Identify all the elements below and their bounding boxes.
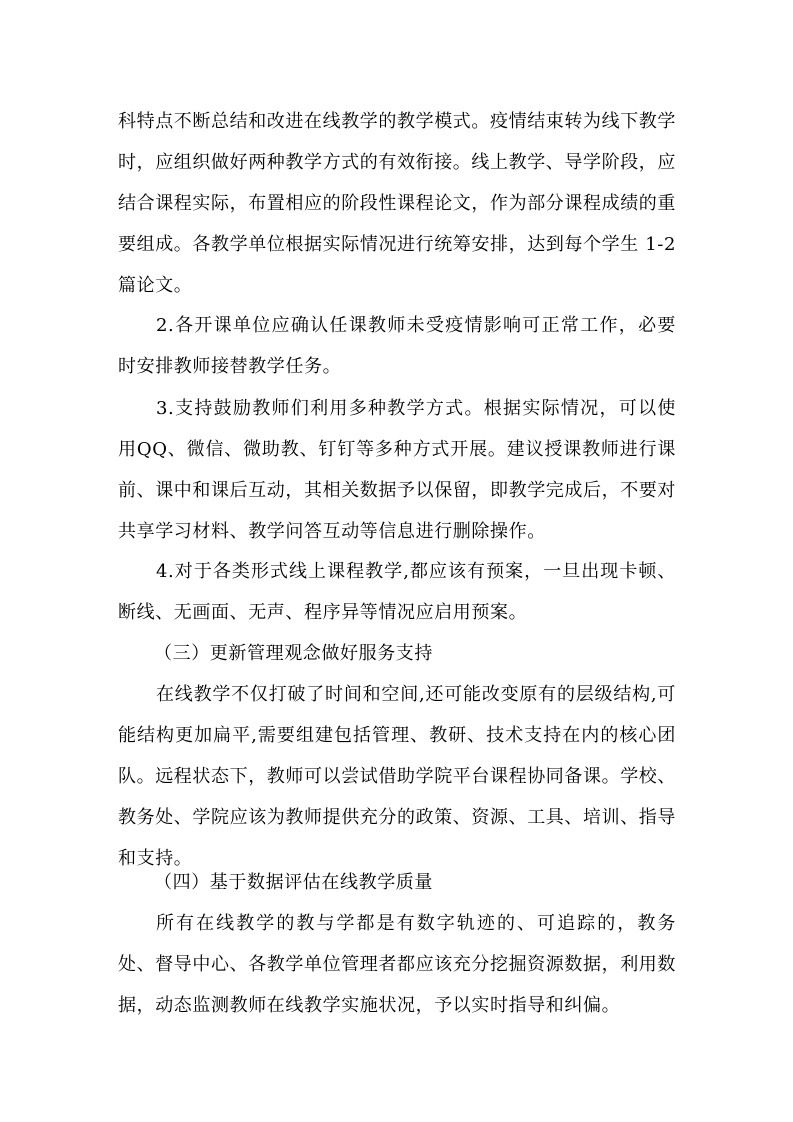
section-heading-3: （三）更新管理观念做好服务支持 — [154, 643, 433, 664]
list-item-3: 3.支持鼓励教师们利用多种教学方式。根据实际情况，可以使用QQ、微信、微助教、钉钉等多种方式开展。建议授课教师进行课前、课中和课后互动，其相关数据予以保留，即教学完成后，不要对共享学习材料、教学问答互动等信息进行删除操作。 — [118, 398, 676, 542]
section-heading-4: （四）基于数据评估在线教学质量 — [154, 872, 433, 893]
paragraph-continued: 科特点不断总结和改进在线教学的教学模式。疫情结束转为线下教学时，应组织做好两种教学方式的有效衔接。线上教学、导学阶段，应结合课程实际，布置相应的阶段性课程论文，作为部分课程成绩的重要组成。各教学单位根据实际情况进行统筹安排，达到每个学生 1-2 篇论文。 — [118, 111, 676, 296]
list-item-4: 4.对于各类形式线上课程教学,都应该有预案，一旦出现卡顿、断线、无画面、无声、程序异等情况应启用预案。 — [118, 561, 676, 623]
list-item-2: 2.各开课单位应确认任课教师未受疫情影响可正常工作，必要时安排教师接替教学任务。 — [118, 315, 676, 377]
section-body-3: 在线教学不仅打破了时间和空间,还可能改变原有的层级结构,可能结构更加扁平,需要组建包括管理、教研、技术支持在内的核心团队。远程状态下，教师可以尝试借助学院平台课程协同备课。学校、教务处、学院应该为教师提供充分的政策、资源、工具、培训、指导和支持。 — [118, 684, 676, 869]
section-body-4: 所有在线教学的教与学都是有数字轨迹的、可追踪的，教务处、督导中心、各教学单位管理者都应该充分挖掘资源数据，利用数据，动态监测教师在线教学实施状况，予以实时指导和纠偏。 — [118, 913, 676, 1016]
